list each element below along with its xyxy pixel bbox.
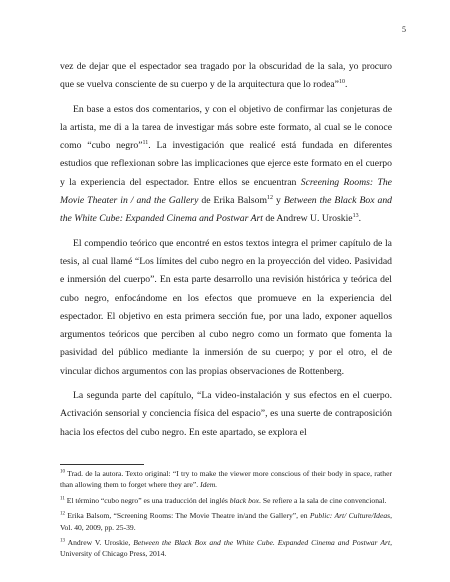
footnote-text: El término “cubo negro” es una traducción del inglés <box>64 495 230 505</box>
footnotes <box>60 468 392 564</box>
footnote-italic: black box <box>229 495 260 505</box>
footnote-10 <box>60 468 392 491</box>
paragraph-2 <box>60 101 392 229</box>
footnote-text: , Vol. 40, 2009, pp. 25-39. <box>60 511 393 532</box>
footnote-13 <box>60 537 392 560</box>
footnote-text: Erika Balsom, “Screening Rooms: The Movie Theatre in/and the Gallery”, en <box>65 511 310 521</box>
footnote-number: 13 <box>60 538 65 544</box>
footnote-number: 11 <box>60 496 65 502</box>
footnote-italic: Public: Art/ Culture/Ideas <box>309 511 391 521</box>
paragraph-1-text: vez de dejar que el espectador sea tragado por la obscuridad de la sala, yo procuro que se vuelva consciente de su cuerpo y de la arquitectura que lo rodea” <box>60 61 392 91</box>
footnote-number: 10 <box>60 469 65 475</box>
paragraph-2-text-c: de Erika Balsom <box>198 195 268 207</box>
footnote-text: Trad. de la autora. Texto original: “I try to make the viewer more conscious of their body in space, rather than allowing them to forget where they are”. <box>60 469 392 490</box>
footnote-italic: Between the Black Box and the White Cube. Expanded Cinema and Postwar Art <box>133 538 391 548</box>
body-text <box>60 58 392 448</box>
book-title-screening-rooms: Screening Rooms: The Movie Theater in / and the Gallery <box>60 176 392 207</box>
paragraph-2-text-b: . La investigación que realicé está fundada en diferentes estudios que reflexionan sobre las implicaciones que ejerce este formato en el cuerpo y la experiencia del espectador. Entre ellos se encuentran <box>60 140 392 188</box>
paragraph-4: La segunda parte del capítulo, “La video-instalación y sus efectos en el cuerpo. Activación sensorial y conciencia física del espacio”, es una suerte de contraposición hacia los efectos del cubo negro. En este apartado, se explora el <box>60 390 392 438</box>
footnote-text: . Se refiere a la sala de cine convencional. <box>259 495 387 505</box>
paragraph-2-text-f: . <box>358 213 361 225</box>
paragraph-1-end: . <box>344 79 348 91</box>
footnote-number: 12 <box>60 511 65 517</box>
footnote-text: , University of Chicago Press, 2014. <box>60 538 392 559</box>
footnote-text: Andrew V. Uroskie, <box>65 538 134 548</box>
footnote-ref-12[interactable]: 12 <box>267 194 274 201</box>
footnote-ref-13[interactable]: 13 <box>352 213 359 220</box>
footnote-ref-11[interactable]: 11 <box>142 139 149 146</box>
book-title-black-box: Between the Black Box and the White Cube: Expanded Cinema and Postwar Art <box>60 195 393 225</box>
paragraph-1 <box>60 58 392 95</box>
paragraph-2-text-a: En base a estos dos comentarios, y con el objetivo de confirmar las conjeturas de la artista, me di a la tarea de investigar más sobre este formato, al cual se le conoce como “cubo negro” <box>60 103 392 152</box>
paragraph-2-text-d: y <box>273 195 284 207</box>
paragraph-2-text-e: de Andrew U. Uroskie <box>262 213 353 225</box>
footnote-italic: Idem. <box>200 480 218 490</box>
page-number: 5 <box>402 25 406 34</box>
footnote-separator <box>60 464 144 465</box>
paragraph-3: El compendio teórico que encontré en estos textos integra el primer capítulo de la tesis, al cual llamé “Los límites del cubo negro en la proyección del video. Pasividad e inmersión del cuerpo”. En esta parte desarrollo una revisión histórica y teórica del cubo negro, enfocándome en los efectos que promueve en la experiencia del espectador. El objetivo en esta primera sección fue, por una lado, exponer aquellos argumentos teóricos que perciben al cubo negro como un formato que fomenta la pasividad del público mediante la inmersión de su cuerpo; y por el otro, el de vincular dichos argumentos con las propias observaciones de Rottenberg. <box>60 237 392 377</box>
footnote-ref-10[interactable]: 10 <box>338 79 345 86</box>
footnote-12 <box>60 510 392 533</box>
footnote-11 <box>60 495 392 506</box>
